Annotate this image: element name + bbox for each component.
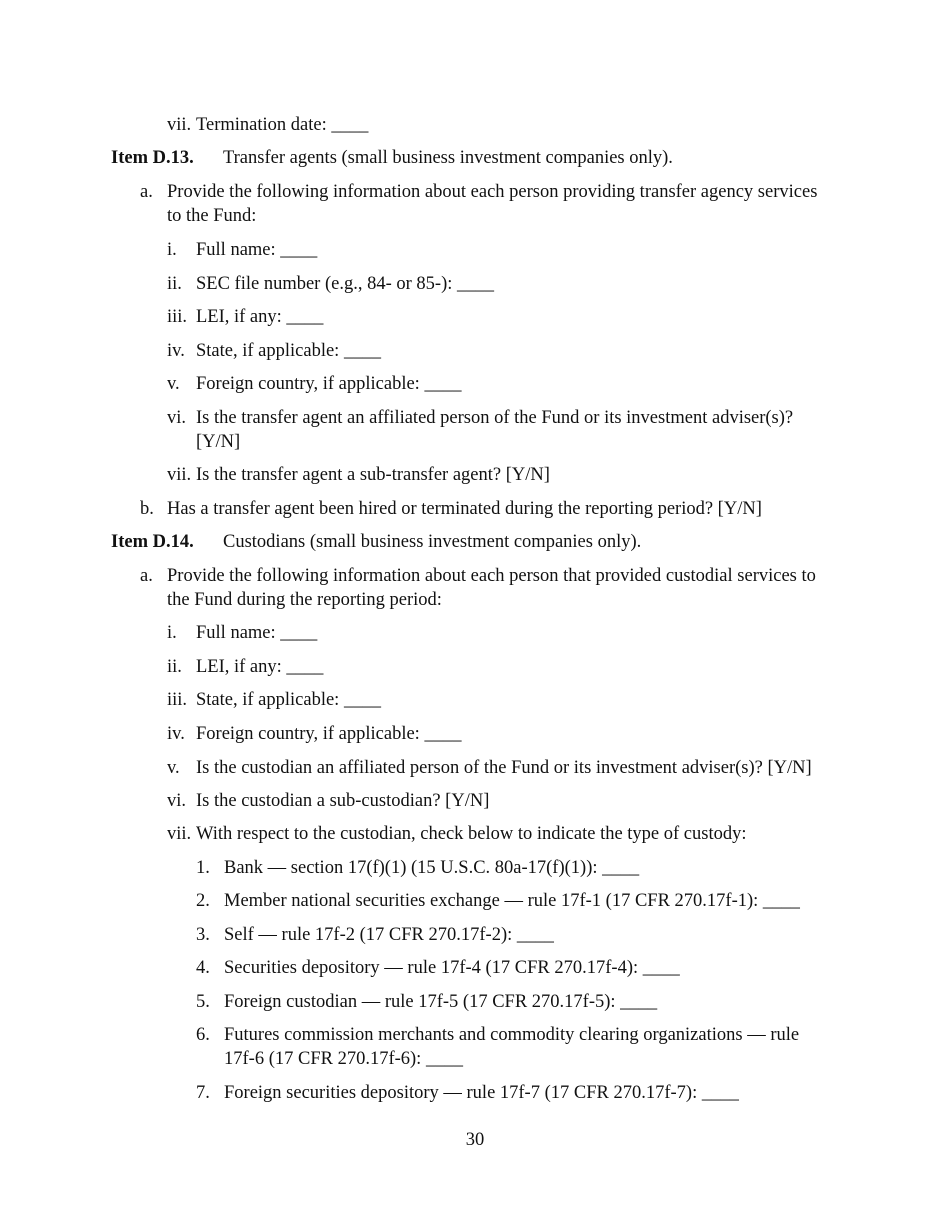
list-number: i.	[167, 240, 177, 260]
list-number: vii.	[167, 465, 192, 485]
page-number: 30	[465, 1130, 485, 1150]
custody-self: Self — rule 17f-2 (17 CFR 270.17f-2): ____	[224, 925, 554, 945]
full-name-field: Full name: ____	[196, 240, 318, 260]
d14-a-text-line2: the Fund during the reporting period:	[167, 590, 442, 610]
list-number: iv.	[167, 341, 185, 361]
list-number: 4.	[196, 958, 210, 978]
custody-futures-commission: Futures commission merchants and commodity clearing organizations — rule	[224, 1025, 800, 1045]
list-number: 3.	[196, 925, 210, 945]
affiliated-answer: [Y/N]	[196, 432, 241, 452]
foreign-country-field: Foreign country, if applicable: ____	[196, 724, 462, 744]
d13-a-text-line2: to the Fund:	[167, 206, 257, 226]
full-name-field: Full name: ____	[196, 623, 318, 643]
custody-foreign-securities-depository: Foreign securities depository — rule 17f-7 (17 CFR 270.17f-7): ____	[224, 1083, 739, 1103]
custody-type-prompt: With respect to the custodian, check below to indicate the type of custody:	[196, 824, 747, 844]
list-number: vi.	[167, 408, 187, 428]
list-number: ii.	[167, 274, 182, 294]
list-number: vii.	[167, 115, 192, 135]
lei-field: LEI, if any: ____	[196, 307, 324, 327]
list-number: ii.	[167, 657, 182, 677]
list-number: 2.	[196, 891, 210, 911]
state-field: State, if applicable: ____	[196, 341, 381, 361]
affiliated-question: Is the transfer agent an affiliated person of the Fund or its investment adviser(s)?	[196, 408, 794, 428]
item-d13-label: Item D.13.	[111, 148, 194, 168]
list-number: i.	[167, 623, 177, 643]
custody-futures-commission-cont: 17f-6 (17 CFR 270.17f-6): ____	[224, 1049, 463, 1069]
d14-a-text-line1: Provide the following information about each person that provided custodial services to	[167, 566, 816, 586]
list-number: iv.	[167, 724, 185, 744]
custody-securities-depository: Securities depository — rule 17f-4 (17 CFR 270.17f-4): ____	[224, 958, 680, 978]
list-number: 1.	[196, 858, 210, 878]
item-d14-label: Item D.14.	[111, 532, 194, 552]
termination-date-label: Termination date: ____	[196, 115, 369, 135]
d13-a-text-line1: Provide the following information about each person providing transfer agency services	[167, 182, 818, 202]
state-field: State, if applicable: ____	[196, 690, 381, 710]
affiliated-question: Is the custodian an affiliated person of the Fund or its investment adviser(s)? [Y/N]	[196, 758, 812, 778]
list-number: 7.	[196, 1083, 210, 1103]
d13-b-text: Has a transfer agent been hired or terminated during the reporting period? [Y/N]	[167, 499, 762, 519]
item-d14-title: Custodians (small business investment companies only).	[223, 532, 642, 552]
list-number: iii.	[167, 690, 188, 710]
list-number: 5.	[196, 992, 210, 1012]
sub-custodian-question: Is the custodian a sub-custodian? [Y/N]	[196, 791, 490, 811]
list-number: 6.	[196, 1025, 210, 1045]
list-number: iii.	[167, 307, 188, 327]
custody-bank: Bank — section 17(f)(1) (15 U.S.C. 80a-17(f)(1)): ____	[224, 858, 640, 878]
list-number: v.	[167, 374, 180, 394]
foreign-country-field: Foreign country, if applicable: ____	[196, 374, 462, 394]
custody-foreign-custodian: Foreign custodian — rule 17f-5 (17 CFR 270.17f-5): ____	[224, 992, 658, 1012]
list-letter: b.	[140, 499, 154, 519]
list-letter: a.	[140, 566, 153, 586]
sec-file-number-field: SEC file number (e.g., 84- or 85-): ____	[196, 274, 494, 294]
item-d13-title: Transfer agents (small business investment companies only).	[223, 148, 673, 168]
list-number: vii.	[167, 824, 192, 844]
sub-transfer-agent-question: Is the transfer agent a sub-transfer agent? [Y/N]	[196, 465, 550, 485]
lei-field: LEI, if any: ____	[196, 657, 324, 677]
list-letter: a.	[140, 182, 153, 202]
list-number: vi.	[167, 791, 187, 811]
custody-exchange: Member national securities exchange — rule 17f-1 (17 CFR 270.17f-1): ____	[224, 891, 800, 911]
list-number: v.	[167, 758, 180, 778]
